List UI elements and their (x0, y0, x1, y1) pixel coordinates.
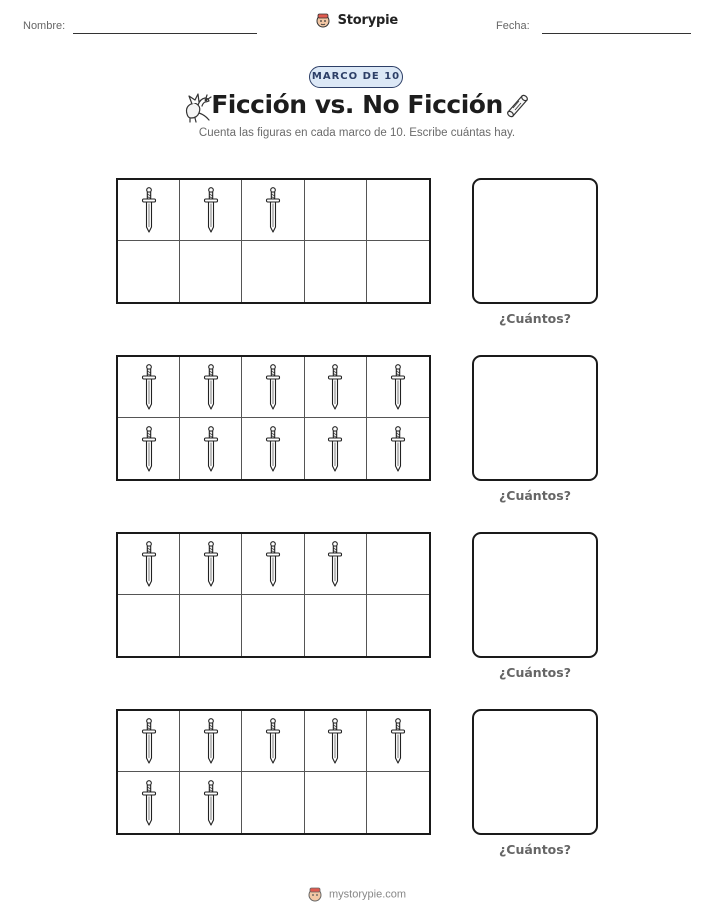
date-label: Fecha: (496, 20, 530, 32)
sword-icon (203, 718, 219, 764)
ten-frame-cell (367, 711, 429, 772)
date-field[interactable] (542, 33, 691, 34)
ten-frame-cell (180, 595, 242, 656)
sword-icon (141, 364, 157, 410)
worksheet-type-badge: MARCO DE 10 (309, 66, 403, 88)
sword-icon (265, 187, 281, 233)
answer-label: ¿Cuántos? (499, 311, 571, 326)
footer (0, 887, 714, 902)
ten-frame (116, 178, 431, 304)
answer-box[interactable] (472, 178, 598, 304)
ten-frame-cell (305, 772, 367, 833)
answer-label: ¿Cuántos? (499, 488, 571, 503)
ten-frame-cell (180, 534, 242, 595)
sword-icon (203, 541, 219, 587)
sword-icon (141, 187, 157, 233)
sword-icon (265, 541, 281, 587)
ten-frame-cell (305, 357, 367, 418)
ten-frame-cell (118, 711, 180, 772)
ten-frame-cell (367, 180, 429, 241)
ten-frame-cell (118, 357, 180, 418)
name-field[interactable] (73, 33, 257, 34)
ten-frame-cell (242, 357, 304, 418)
sword-icon (327, 426, 343, 472)
ten-frame-cell (118, 241, 180, 302)
footer-site: mystorypie.com (329, 888, 407, 901)
ten-frame-cell (305, 534, 367, 595)
sword-icon (203, 426, 219, 472)
sword-icon (390, 718, 406, 764)
ten-frame-cell (367, 357, 429, 418)
ten-frame-cell (242, 711, 304, 772)
brand-name: Storypie (337, 13, 398, 28)
sword-icon (141, 541, 157, 587)
ten-frame-cell (242, 418, 304, 479)
answer-label: ¿Cuántos? (499, 842, 571, 857)
sword-icon (390, 426, 406, 472)
worksheet-title: Ficción vs. No Ficción (211, 90, 503, 119)
sword-icon (203, 364, 219, 410)
ten-frame-cell (367, 241, 429, 302)
sword-icon (141, 426, 157, 472)
ten-frame-cell (180, 357, 242, 418)
storypie-logo-icon (308, 887, 322, 902)
sword-icon (265, 718, 281, 764)
scroll-icon (502, 90, 532, 120)
ten-frame-cell (242, 534, 304, 595)
ten-frame-cell (367, 595, 429, 656)
name-label: Nombre: (23, 20, 66, 32)
instructions: Cuenta las figuras en cada marco de 10. Escribe cuántas hay. (198, 127, 516, 139)
sword-icon (265, 426, 281, 472)
ten-frame-cell (367, 534, 429, 595)
ten-frame-cell (118, 772, 180, 833)
sword-icon (203, 187, 219, 233)
sword-icon (327, 541, 343, 587)
ten-frame-cell (305, 180, 367, 241)
ten-frame-cell (305, 418, 367, 479)
ten-frame-cell (242, 241, 304, 302)
ten-frame (116, 532, 431, 658)
ten-frame-cell (118, 180, 180, 241)
ten-frame-cell (118, 595, 180, 656)
ten-frame-cell (180, 418, 242, 479)
storypie-logo-icon (316, 13, 330, 28)
sword-icon (327, 364, 343, 410)
ten-frame-cell (242, 180, 304, 241)
answer-box[interactable] (472, 355, 598, 481)
sword-icon (327, 718, 343, 764)
ten-frame-cell (305, 595, 367, 656)
ten-frame-cell (305, 241, 367, 302)
sword-icon (141, 718, 157, 764)
ten-frame-cell (118, 534, 180, 595)
brand-logo (0, 13, 714, 28)
sword-icon (265, 364, 281, 410)
ten-frame-cell (367, 418, 429, 479)
ten-frame-cell (118, 418, 180, 479)
ten-frame-cell (242, 595, 304, 656)
ten-frame (116, 355, 431, 481)
ten-frame-cell (305, 711, 367, 772)
ten-frame-cell (180, 711, 242, 772)
answer-box[interactable] (472, 709, 598, 835)
ten-frame-cell (180, 772, 242, 833)
ten-frame (116, 709, 431, 835)
answer-box[interactable] (472, 532, 598, 658)
sword-icon (203, 780, 219, 826)
ten-frame-cell (180, 180, 242, 241)
answer-label: ¿Cuántos? (499, 665, 571, 680)
sword-icon (141, 780, 157, 826)
sword-icon (390, 364, 406, 410)
ten-frame-cell (180, 241, 242, 302)
ten-frame-cell (367, 772, 429, 833)
ten-frame-cell (242, 772, 304, 833)
